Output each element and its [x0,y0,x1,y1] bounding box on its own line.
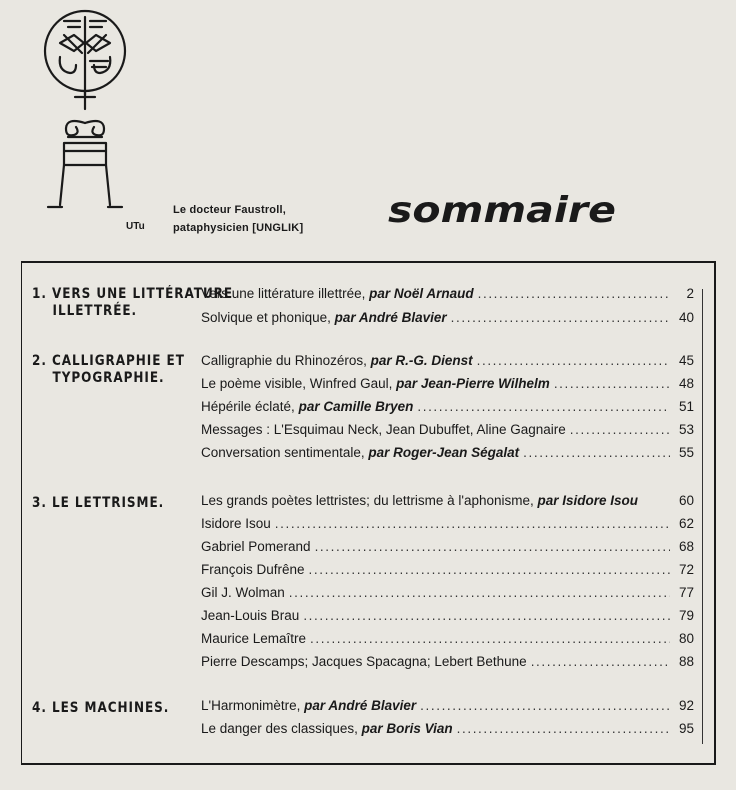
toc-entry[interactable] [201,310,694,330]
entry-title: Maurice Lemaître [201,631,307,646]
entry-page: 68 [678,539,694,554]
section-3-label: 3. LE LETTRISME. [32,495,165,511]
leader-dots [570,422,670,437]
entry-page: 77 [678,585,694,600]
section-4-label: 4. LES MACHINES. [32,700,170,716]
artist-signature: UTu [126,221,145,232]
leader-dots [477,353,670,368]
caption-line-1: Le docteur Faustroll, [173,204,286,216]
entry-page: 53 [678,422,694,437]
toc-entry[interactable] [201,353,694,373]
entry-title: Gil J. Wolman [201,585,285,600]
section-label [32,700,169,717]
entry-title: Les grands poètes lettristes; du lettrisme à l'aphonisme, [201,493,534,508]
entry-author: par André Blavier [334,310,447,325]
leader-dots [303,608,670,623]
contents-rule [702,289,703,744]
entry-title: L'Harmonimètre, [201,698,301,713]
faustroll-illustration [30,5,140,220]
toc-entry[interactable] [201,422,694,442]
entry-title: Le danger des classiques, [201,721,358,736]
entry-author: par Jean-Pierre Wilhelm [396,376,550,391]
section-1-label: 1. VERS UNE LITTÉRATURE ILLETTRÉE. [32,286,234,319]
entry-page: 79 [678,608,694,623]
entry-page: 2 [686,286,694,301]
leader-dots [420,698,670,713]
page-title: sommaire [388,190,616,231]
toc-entry[interactable] [201,539,694,559]
entry-page: 88 [678,654,694,669]
toc-entry[interactable] [201,445,694,465]
entry-title: Isidore Isou [201,516,271,531]
toc-entry[interactable] [201,654,694,674]
leader-dots [315,539,670,554]
illustration-caption [173,201,303,237]
leader-dots [417,399,670,414]
leader-dots [275,516,670,531]
entry-author: par Isidore Isou [537,493,639,508]
leader-dots [309,562,670,577]
toc-entry[interactable] [201,399,694,419]
entry-author: par Boris Vian [361,721,453,736]
toc-entry[interactable] [201,721,694,741]
entry-title: François Dufrêne [201,562,305,577]
section-label [32,353,185,387]
leader-dots [554,376,670,391]
entry-author: par Roger-Jean Ségalat [368,445,520,460]
toc-entry[interactable] [201,608,694,628]
entry-page: 80 [678,631,694,646]
toc-entry[interactable] [201,376,694,396]
section-label [32,495,164,512]
entry-title: Gabriel Pomerand [201,539,311,554]
entry-page: 62 [678,516,694,531]
leader-dots [523,445,670,460]
entry-title: Le poème visible, Winfred Gaul, [201,376,393,391]
entry-page: 72 [678,562,694,577]
entry-page: 60 [678,493,694,508]
contents-frame [21,261,716,765]
toc-entry[interactable] [201,516,694,536]
entry-author: par R.-G. Dienst [370,353,473,368]
entry-title: Calligraphie du Rhinozéros, [201,353,367,368]
toc-entry[interactable] [201,286,694,306]
entry-title: Hépérile éclaté, [201,399,295,414]
leader-dots [457,721,670,736]
entry-author: par Camille Bryen [298,399,414,414]
entry-author: par André Blavier [304,698,417,713]
entry-page: 95 [678,721,694,736]
entry-author: par Noël Arnaud [369,286,474,301]
entry-page: 55 [678,445,694,460]
entry-title: Pierre Descamps; Jacques Spacagna; Lebert Bethune [201,654,527,669]
entry-page: 40 [678,310,694,325]
toc-entry[interactable] [201,493,694,513]
entry-page: 92 [678,698,694,713]
caption-line-2: pataphysicien [UNGLIK] [173,222,304,234]
leader-dots [310,631,670,646]
entry-title: Solvique et phonique, [201,310,331,325]
entry-title: Messages : L'Esquimau Neck, Jean Dubuffet, Aline Gagnaire [201,422,566,437]
entry-page: 45 [678,353,694,368]
leader-dots [451,310,670,325]
leader-dots [289,585,670,600]
entry-page: 48 [678,376,694,391]
toc-entry[interactable] [201,562,694,582]
entry-title: Vers une littérature illettrée, [201,286,366,301]
leader-dots [478,286,670,301]
entry-page: 51 [678,399,694,414]
leader-dots [531,654,670,669]
entry-title: Jean-Louis Brau [201,608,300,623]
entry-title: Conversation sentimentale, [201,445,365,460]
section-2-label: 2. CALLIGRAPHIE ET TYPOGRAPHIE. [32,353,185,386]
toc-entry[interactable] [201,698,694,718]
toc-entry[interactable] [201,585,694,605]
toc-entry[interactable] [201,631,694,651]
